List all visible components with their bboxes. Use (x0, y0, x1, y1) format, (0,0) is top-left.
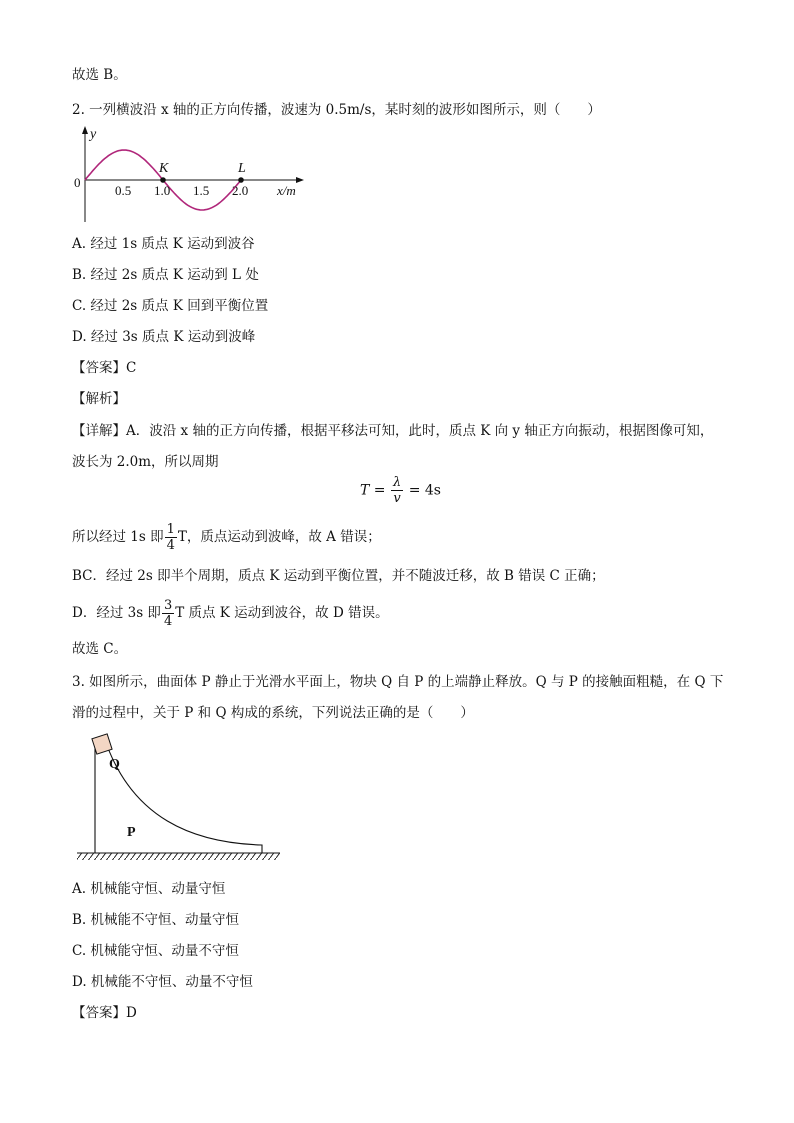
formula-denominator: v (393, 491, 401, 506)
q2-option-a: A. 经过 1s 质点 K 运动到波谷 (72, 236, 255, 252)
q3-incline-figure (72, 730, 292, 865)
line-a-pre: 所以经过 1s 即 (72, 529, 164, 545)
q2-wave-figure (70, 126, 310, 226)
x-axis-arrow (296, 177, 304, 183)
line-d-pre: D．经过 3s 即 (72, 605, 161, 621)
label-p: P (127, 825, 136, 840)
formula-fraction (391, 475, 403, 506)
line-a-fraction-num: 1 (166, 522, 175, 537)
y-axis-label: y (90, 127, 97, 142)
formula-numerator: λ (392, 475, 402, 490)
q3-answer: 【答案】D (72, 1005, 137, 1021)
line-a-fraction (165, 522, 177, 553)
y-axis-arrow (82, 126, 88, 134)
q3-stem-line-1: 3. 如图所示，曲面体 P 静止于光滑水平面上，物块 Q 自 P 的上端静止释放。Q 与 P 的接触面粗糙，在 Q 下 (72, 674, 724, 690)
point-l-label: L (238, 161, 246, 176)
line-a-fraction-den: 4 (166, 538, 175, 553)
q2-option-b: B. 经过 2s 质点 K 运动到 L 处 (72, 267, 259, 283)
q3-stem-line-2: 滑的过程中，关于 P 和 Q 构成的系统，下列说法正确的是（ ） (72, 705, 474, 721)
ground-hatching (77, 853, 280, 860)
point-l-dot (238, 177, 244, 183)
q3-option-d: D. 机械能不守恒、动量不守恒 (72, 974, 253, 990)
q2-line-a (72, 522, 381, 553)
line-d-fraction (162, 598, 174, 629)
point-k-label: K (159, 161, 169, 176)
q2-analysis-tag: 【解析】 (72, 391, 126, 407)
curved-body-p (95, 740, 262, 853)
q2-line-bc: BC．经过 2s 即半个周期，质点 K 运动到平衡位置，并不随波迁移，故 B 错误 C 正确； (72, 568, 605, 584)
q2-detail-line-1: 【详解】A．波沿 x 轴的正方向传播，根据平移法可知，此时，质点 K 向 y 轴正方向振动，根据图像可知， (72, 423, 714, 439)
x-axis-unit: x/m (277, 183, 296, 198)
label-q: Q (109, 757, 120, 772)
tick-label-0.5: 0.5 (115, 183, 132, 198)
origin-label: 0 (74, 175, 81, 190)
formula-rhs: = 4s (408, 482, 441, 499)
q1-conclusion: 故选 B。 (72, 67, 127, 83)
period-formula (360, 475, 441, 506)
line-d-post: T 质点 K 运动到波谷，故 D 错误。 (175, 605, 389, 621)
q2-detail-line-2: 波长为 2.0m，所以周期 (72, 454, 219, 470)
formula-lhs: T = (360, 482, 386, 499)
point-k-dot (160, 177, 166, 183)
q2-option-c: C. 经过 2s 质点 K 回到平衡位置 (72, 298, 269, 314)
q2-line-d (72, 598, 389, 629)
tick-label-2.0: 2.0 (232, 183, 249, 198)
line-a-post: T，质点运动到波峰，故 A 错误； (177, 529, 381, 545)
q3-option-c: C. 机械能守恒、动量不守恒 (72, 943, 239, 959)
q2-option-d: D. 经过 3s 质点 K 运动到波峰 (72, 329, 256, 345)
line-d-fraction-den: 4 (163, 614, 173, 629)
q2-answer: 【答案】C (72, 360, 137, 376)
q2-conclusion: 故选 C。 (72, 641, 128, 657)
tick-label-1.5: 1.5 (193, 183, 210, 198)
q3-option-a: A. 机械能守恒、动量守恒 (72, 881, 226, 897)
line-d-fraction-num: 3 (163, 598, 173, 613)
q3-option-b: B. 机械能不守恒、动量守恒 (72, 912, 240, 928)
tick-label-1.0: 1.0 (154, 183, 171, 198)
q2-stem: 2. 一列横波沿 x 轴的正方向传播，波速为 0.5m/s，某时刻的波形如图所示，则（ ） (72, 102, 601, 118)
